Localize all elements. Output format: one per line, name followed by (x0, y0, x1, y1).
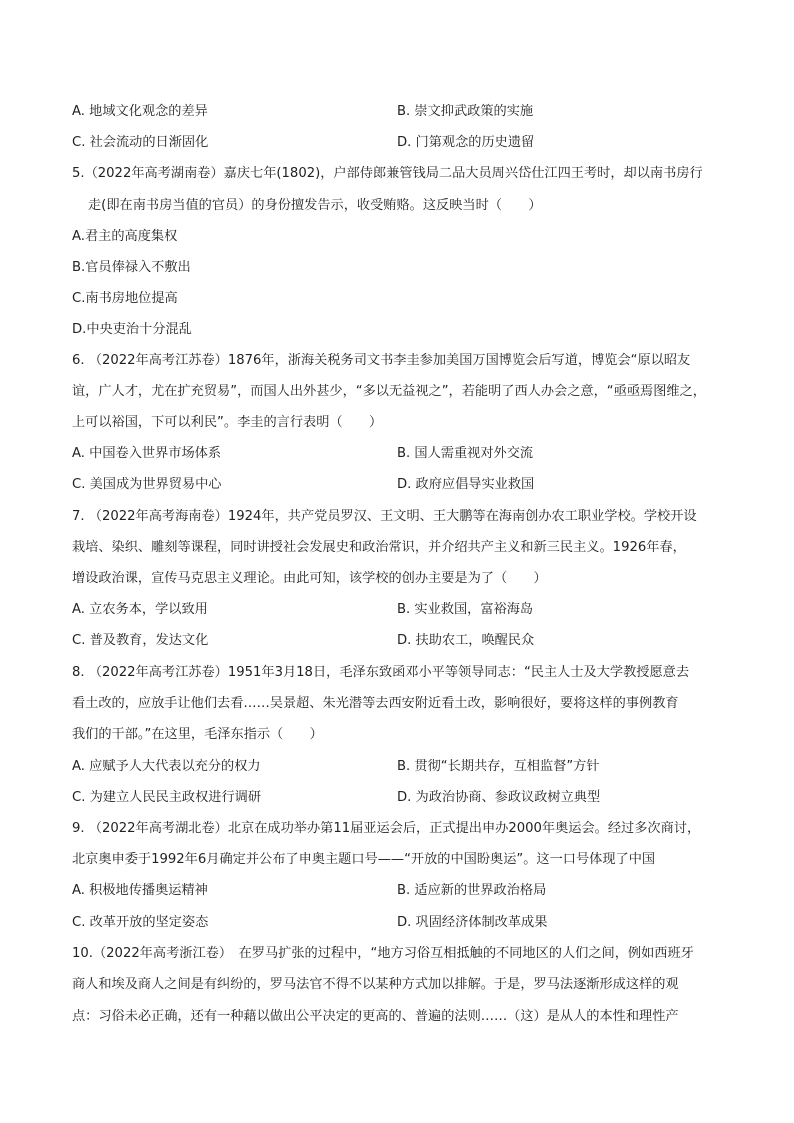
q9-stem-line-1: 9. （2022年高考湖北卷）北京在成功举办第11届亚运会后，正式提出申办2000年奥运会。经过多次商讨， (72, 821, 701, 836)
q5-stem-line-1: 5.（2022年高考湖南卷）嘉庆七年(1802)，户部侍郎兼管钱局二品大员周兴岱仕江四王考时，却以南书房行 (72, 166, 703, 181)
q5-option-c: C.南书房地位提高 (72, 291, 178, 306)
q7-option-a: A. 立农务本，学以致用 (72, 602, 208, 617)
q7-option-b: B. 实业救国，富裕海岛 (397, 602, 534, 617)
q8-option-c: C. 为建立人民民主政权进行调研 (72, 790, 262, 805)
q6-stem-line-2: 谊，广人才，尤在扩充贸易”，而国人出外甚少，“多以无益视之”，若能明了西人办会之意，“亟亟焉图维之， (72, 384, 706, 399)
prev-option-b: B. 崇文抑武政策的实施 (397, 104, 534, 119)
q7-option-d: D. 扶助农工，唤醒民众 (397, 633, 535, 648)
q7-option-c: C. 普及教育，发达文化 (72, 633, 209, 648)
prev-option-a: A. 地域文化观念的差异 (72, 104, 208, 119)
q5-option-a: A.君主的高度集权 (72, 229, 178, 244)
prev-option-d: D. 门第观念的历史遗留 (397, 135, 535, 150)
q8-option-b: B. 贯彻“长期共存，互相监督”方针 (397, 759, 600, 774)
q8-stem-line-1: 8. （2022年高考江苏卷）1951年3月18日，毛泽东致函邓小平等领导同志：“民主人士及大学教授愿意去 (72, 665, 690, 680)
q8-stem-line-2: 看土改的，应放手让他们去看……吴景超、朱光潜等去西安附近看土改，影响很好，要将这样的事例教育 (72, 696, 679, 711)
q9-option-c: C. 改革开放的坚定姿态 (72, 915, 209, 930)
q5-stem-line-2: 走(即在南书房当值的官员）的身份擅发告示，收受贿赂。这反映当时（ ） (88, 198, 542, 213)
q8-option-a: A. 应赋予人大代表以充分的权力 (72, 759, 261, 774)
q8-stem-line-3: 我们的干部。”在这里，毛泽东指示（ ） (72, 727, 323, 742)
q7-stem-line-1: 7. （2022年高考海南卷）1924年，共产党员罗汉、王文明、王大鹏等在海南创办农工职业学校。学校开设 (72, 509, 697, 524)
q7-stem-line-2: 栽培、染织、雕刻等课程，同时讲授社会发展史和政治常识，并介绍共产主义和新三民主义。1926年春， (72, 540, 686, 555)
q5-option-d: D.中央吏治十分混乱 (72, 322, 192, 337)
prev-option-c: C. 社会流动的日渐固化 (72, 135, 209, 150)
q9-option-d: D. 巩固经济体制改革成果 (397, 915, 548, 930)
q6-stem-line-1: 6. （2022年高考江苏卷）1876年，浙海关税务司文书李圭参加美国万国博览会后写道，博览会“原以昭友 (72, 353, 691, 368)
q10-stem-line-2: 商人和埃及商人之间是有纠纷的，罗马法官不得不以某种方式加以排解。于是，罗马法逐渐形成这样的观 (72, 977, 679, 992)
q9-option-a: A. 积极地传播奥运精神 (72, 883, 208, 898)
q6-option-c: C. 美国成为世界贸易中心 (72, 477, 222, 492)
q5-option-b: B.官员俸禄入不敷出 (72, 260, 191, 275)
q9-stem-line-2: 北京奥申委于1992年6月确定并公布了申奥主题口号——“开放的中国盼奥运”。这一口号体现了中国 (72, 852, 656, 867)
q6-stem-line-3: 上可以裕国，下可以利民”。李圭的言行表明（ ） (72, 415, 383, 430)
q6-option-d: D. 政府应倡导实业救国 (397, 477, 535, 492)
q6-option-a: A. 中国卷入世界市场体系 (72, 446, 222, 461)
q6-option-b: B. 国人需重视对外交流 (397, 446, 534, 461)
q10-stem-line-3: 点：习俗未必正确，还有一种藉以做出公平决定的更高的、普遍的法则……（这）是从人的本性和理性产 (72, 1009, 679, 1024)
q10-stem-line-1: 10.（2022年高考浙江卷） 在罗马扩张的过程中，“地方习俗互相抵触的不同地区的人们之间，例如西班牙 (72, 946, 694, 961)
q9-option-b: B. 适应新的世界政治格局 (397, 883, 547, 898)
q7-stem-line-3: 增设政治课，宣传马克思主义理论。由此可知，该学校的创办主要是为了（ ） (72, 571, 547, 586)
q8-option-d: D. 为政治协商、参政议政树立典型 (397, 790, 601, 805)
